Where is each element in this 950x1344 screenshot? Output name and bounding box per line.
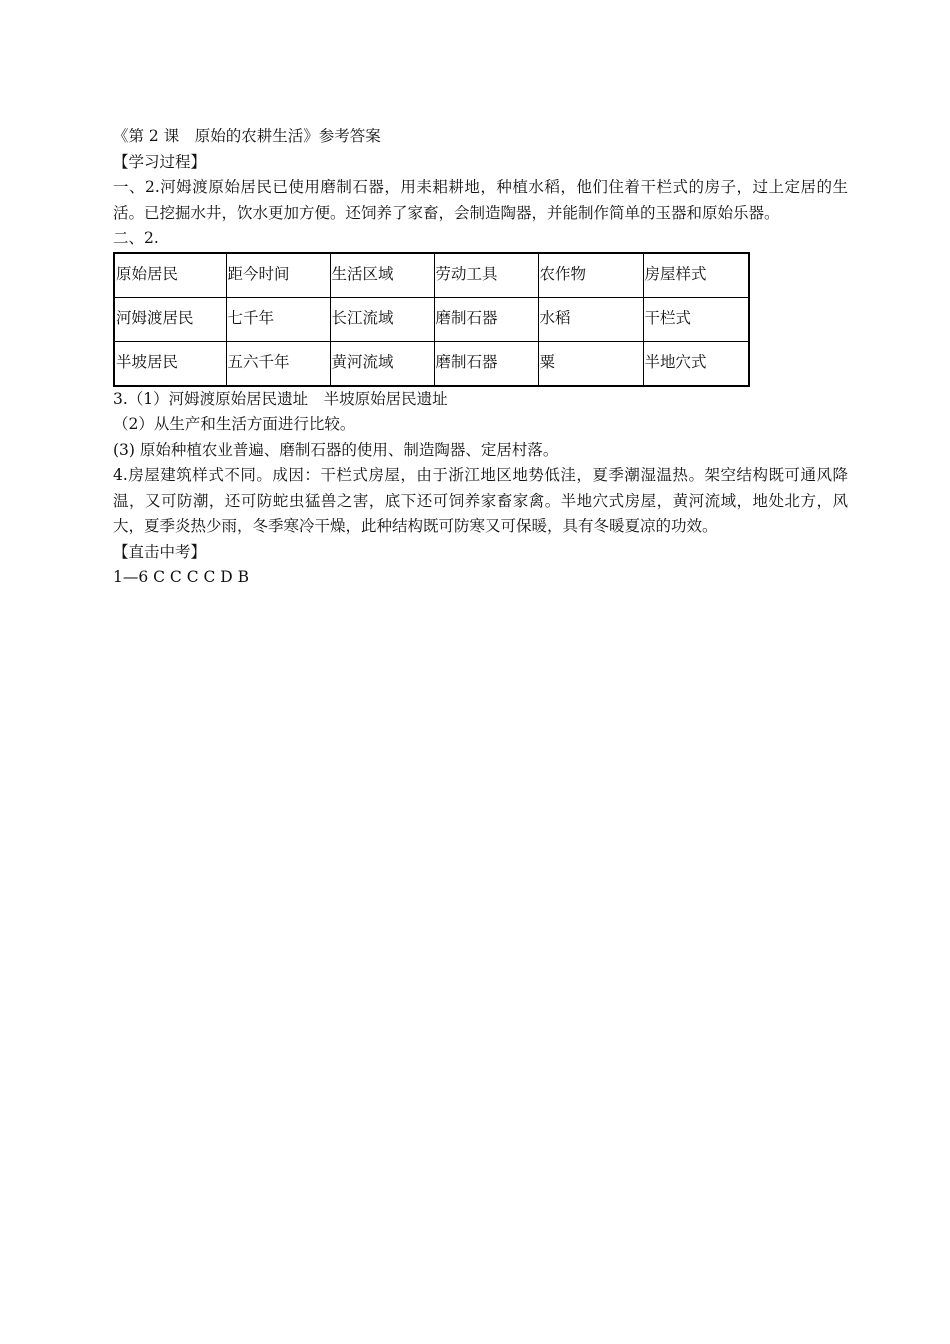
table-row xyxy=(114,297,749,341)
table-cell: 河姆渡居民 xyxy=(114,297,226,341)
table-cell: 干栏式 xyxy=(643,297,749,341)
answer-q2-label: 二、2. xyxy=(113,229,159,247)
document-title: 《第 2 课 原始的农耕生活》参考答案 xyxy=(113,127,381,145)
table-header-row xyxy=(114,253,749,298)
table-cell: 黄河流域 xyxy=(330,341,434,386)
table-cell: 半坡居民 xyxy=(114,341,226,386)
exam-answers: 1—6 C C C C D B xyxy=(113,568,250,586)
table-cell: 五六千年 xyxy=(226,341,330,386)
answer-q3-2: （2）从生产和生活方面进行比较。 xyxy=(113,415,356,433)
table-cell: 磨制石器 xyxy=(434,297,538,341)
comparison-table xyxy=(113,252,750,387)
table-cell: 七千年 xyxy=(226,297,330,341)
section-heading-exam: 【直击中考】 xyxy=(113,542,207,561)
answer-q3-3: (3) 原始种植农业普遍、磨制石器的使用、制造陶器、定居村落。 xyxy=(113,440,559,459)
table-cell: 半地穴式 xyxy=(643,341,749,386)
table-header-cell: 农作物 xyxy=(538,253,643,298)
answer-q1: 一、2.河姆渡原始居民已使用磨制石器，用耒耜耕地，种植水稻，他们住着干栏式的房子，过上定居的生活。已挖掘水井，饮水更加方便。还饲养了家畜，会制造陶器，并能制作简单的玉器和原始乐器。 xyxy=(113,178,848,222)
table-header-cell: 劳动工具 xyxy=(434,253,538,298)
answer-q4: 4.房屋建筑样式不同。成因：干栏式房屋，由于浙江地区地势低洼，夏季潮湿温热。架空结构既可通风降温，又可防潮，还可防蛇虫猛兽之害，底下还可饲养家畜家禽。半地穴式房屋，黄河流域，地处北方，风大，夏季炎热少雨，冬季寒冷干燥，此种结构既可防寒又可保暖，具有冬暖夏凉的功效。 xyxy=(113,466,848,535)
section-heading-learning: 【学习过程】 xyxy=(113,152,207,171)
document-body xyxy=(113,124,848,591)
table-header-cell: 房屋样式 xyxy=(643,253,749,298)
table-cell: 粟 xyxy=(538,341,643,386)
table-row xyxy=(114,341,749,386)
table-header-cell: 原始居民 xyxy=(114,253,226,298)
table-cell: 磨制石器 xyxy=(434,341,538,386)
table-cell: 水稻 xyxy=(538,297,643,341)
table-header-cell: 距今时间 xyxy=(226,253,330,298)
table-cell: 长江流域 xyxy=(330,297,434,341)
table-header-cell: 生活区域 xyxy=(330,253,434,298)
answer-q3-1: 3.（1）河姆渡原始居民遗址 半坡原始居民遗址 xyxy=(113,389,448,408)
